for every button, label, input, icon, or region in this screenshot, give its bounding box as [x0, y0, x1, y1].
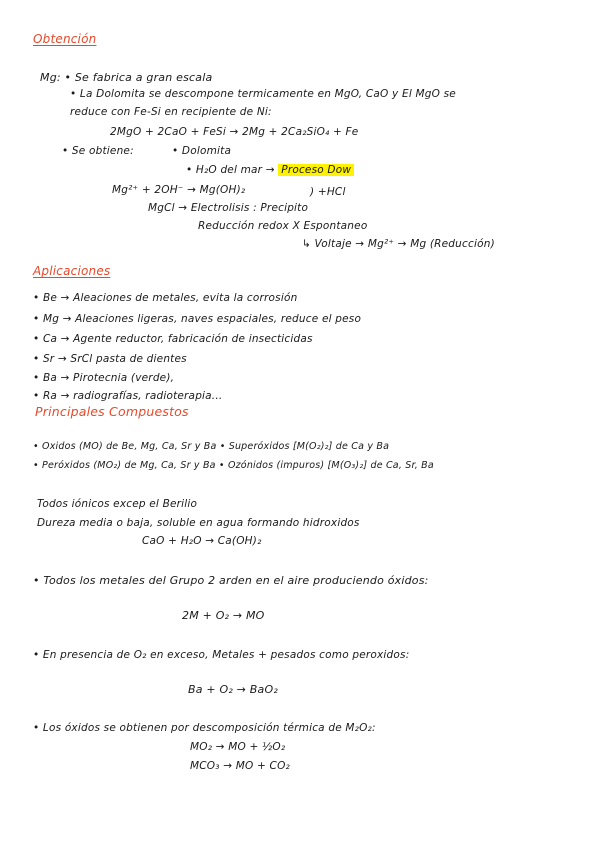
reaction-2m-o2: 2M + O₂ → MO: [182, 609, 265, 622]
proceso-dow-highlight: Proceso Dow: [278, 164, 354, 176]
dolomita-line-2: reduce con Fe-Si en recipiente de Ni:: [70, 106, 272, 118]
section-heading-obtencion: Obtención: [33, 32, 97, 46]
aplicacion-item-ba: • Ba → Pirotecnia (verde),: [33, 372, 174, 384]
reaction-hcl: ) +HCl: [310, 186, 346, 198]
reaction-ba-o2: Ba + O₂ → BaO₂: [188, 683, 278, 696]
oxidos-superoxidos-line: • Oxidos (MO) de Be, Mg, Ca, Sr y Ba • Superóxidos [M(O₂)₂] de Ca y Ba: [33, 441, 390, 452]
aplicacion-item-ca: • Ca → Agente reductor, fabricación de insecticidas: [33, 333, 313, 345]
obtiene-agua-mar: [186, 164, 354, 176]
reaction-mgo-fesi: 2MgO + 2CaO + FeSi → 2Mg + 2Ca₂SiO₄ + Fe: [110, 126, 359, 138]
todos-ionicos-line: Todos iónicos excep el Berilio: [37, 498, 198, 510]
reaction-mg-ion: Mg²⁺ + 2OH⁻ → Mg(OH)₂: [112, 184, 246, 196]
reduccion-redox-line: Reducción redox X Espontaneo: [198, 220, 368, 232]
descomposicion-line: • Los óxidos se obtienen por descomposición térmica de M₂O₂:: [33, 722, 376, 734]
aplicacion-item-mg: • Mg → Aleaciones ligeras, naves espaciales, reduce el peso: [33, 313, 361, 325]
exceso-oxigeno-line: • En presencia de O₂ en exceso, Metales + pesados como peroxidos:: [33, 649, 410, 661]
dolomita-line-1: • La Dolomita se descompone termicamente en MgO, CaO y El MgO se: [70, 88, 456, 100]
reaction-mco3: MCO₃ → MO + CO₂: [190, 760, 290, 772]
voltaje-line: ↳ Voltaje → Mg²⁺ → Mg (Reducción): [302, 238, 495, 250]
grupo2-arden-line: • Todos los metales del Grupo 2 arden en el aire produciendo óxidos:: [33, 574, 429, 587]
peroxidos-ozonidos-line: • Peróxidos (MO₂) de Mg, Ca, Sr y Ba • Ozónidos (impuros) [M(O₃)₂] de Ca, Sr, Ba: [33, 460, 434, 471]
aplicacion-item-sr: • Sr → SrCl pasta de dientes: [33, 353, 187, 365]
agua-mar-prefix: • H₂O del mar →: [186, 164, 275, 176]
section-heading-aplicaciones: Aplicaciones: [33, 264, 111, 278]
mg-intro-line: Mg: • Se fabrica a gran escala: [40, 71, 213, 84]
reaction-cao-h2o: CaO + H₂O → Ca(OH)₂: [142, 535, 262, 547]
reaction-mo2: MO₂ → MO + ½O₂: [190, 741, 286, 753]
section-heading-compuestos: Principales Compuestos: [35, 404, 189, 419]
mgcl-electrolisis-line: MgCl → Electrolisis : Precipito: [148, 202, 309, 214]
dureza-line: Dureza media o baja, soluble en agua formando hidroxidos: [37, 517, 360, 529]
aplicacion-item-be: • Be → Aleaciones de metales, evita la corrosión: [33, 292, 297, 304]
aplicacion-item-ra: • Ra → radiografías, radioterapia...: [33, 390, 222, 402]
se-obtiene-label: • Se obtiene:: [62, 145, 134, 157]
obtiene-dolomita: • Dolomita: [172, 145, 232, 157]
